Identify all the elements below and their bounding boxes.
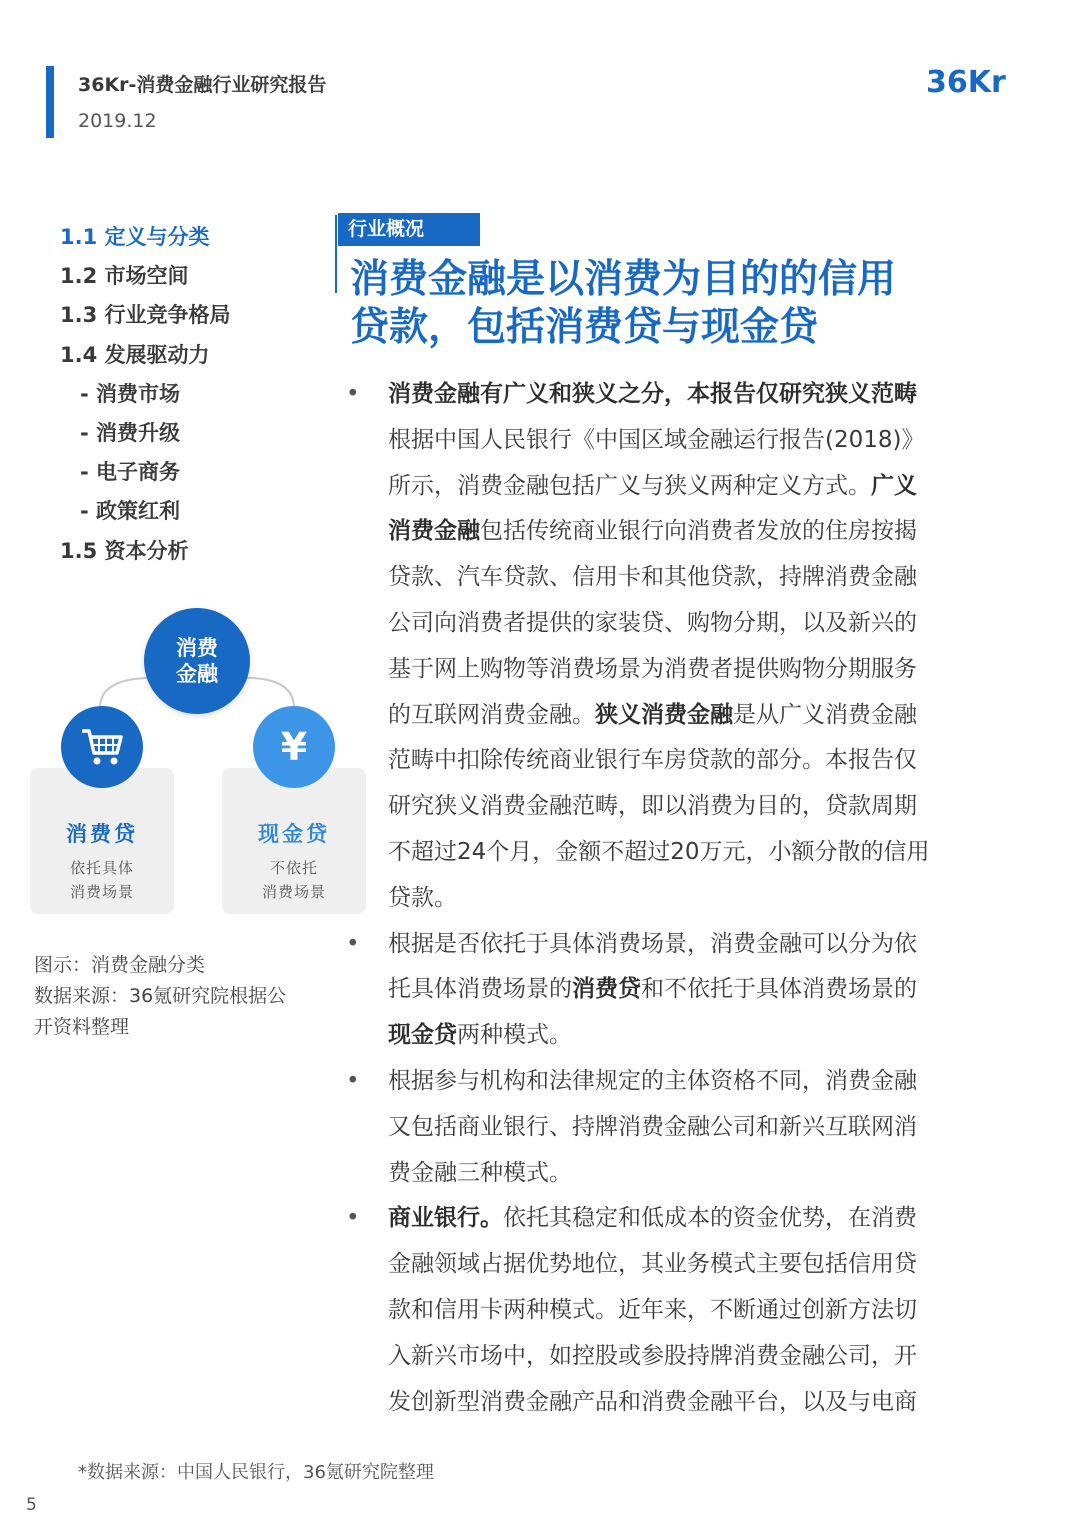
toc-item[interactable]: 1.3 行业竞争格局 — [60, 303, 231, 328]
text-segment: 根据参与机构和法律规定的主体资格不同，消费金融 — [388, 1067, 917, 1094]
36kr-logo — [926, 60, 1038, 126]
consumer-finance-node — [144, 608, 250, 714]
bullet-dot: • — [346, 1067, 360, 1094]
text-segment: 贷款。 — [388, 884, 457, 911]
text-segment: 包括传统商业银行向消费者发放的住房按揭 — [480, 518, 917, 545]
text-segment: 范畴中扣除传统商业银行车房贷款的部分。本报告仅 — [388, 747, 917, 774]
report-title: 36Kr-消费金融行业研究报告 — [78, 74, 327, 96]
bullet-item — [346, 922, 996, 1059]
cash-loan-desc-2: 消费场景 — [261, 883, 326, 901]
cash-loan-card — [222, 768, 366, 914]
headline-line-1: 消费金融是以消费为目的的信用 — [350, 257, 897, 302]
consumer-loan-desc-1: 依托具体 — [69, 859, 134, 877]
text-line — [388, 1242, 996, 1288]
bold-text: 现金贷 — [388, 1022, 457, 1049]
yen-glyph: ¥ — [280, 725, 308, 769]
logo-lettering: 36Kr — [926, 65, 1006, 100]
toc-item[interactable]: - 消费升级 — [80, 420, 181, 445]
shopping-cart-icon — [61, 706, 143, 788]
text-segment: 基于网上购物等消费场景为消费者提供购物分期服务 — [388, 655, 917, 682]
bullet-item — [346, 1059, 996, 1196]
text-line — [388, 876, 996, 922]
header-accent-bar — [46, 66, 54, 138]
bold-text: 消费金融 — [388, 518, 480, 545]
text-segment: 又包括商业银行、持牌消费金融公司和新兴互联网消 — [388, 1113, 917, 1140]
bullet-dot: • — [346, 1205, 360, 1232]
text-segment: 款和信用卡两种模式。近年来，不断通过创新方法切 — [388, 1296, 917, 1323]
text-segment: 贷款、汽车贷款、信用卡和其他贷款，持牌消费金融 — [388, 564, 917, 591]
headline — [350, 256, 1050, 352]
text-segment: 根据中国人民银行《中国区域金融运行报告(2018)》 — [388, 426, 925, 453]
text-segment: 费金融三种模式。 — [388, 1159, 572, 1186]
caption-line-3: 开资料整理 — [34, 1016, 130, 1038]
caption-line-2: 数据来源：36氪研究院根据公 — [34, 985, 287, 1007]
bullet-item — [346, 372, 996, 922]
bullet-dot: • — [346, 381, 360, 407]
text-segment: 的互联网消费金融。 — [388, 701, 595, 728]
text-segment: 所示，消费金融包括广义与狭义两种定义方式。 — [388, 472, 871, 499]
text-segment: 研究狭义消费金融范畴，即以消费为目的，贷款周期 — [388, 793, 917, 820]
page-number: 5 — [26, 1495, 37, 1515]
text-line — [388, 693, 996, 739]
section-divider — [335, 215, 337, 293]
text-line — [388, 372, 996, 418]
text-segment: 不超过24个月，金额不超过20万元，小额分散的信用 — [388, 838, 930, 865]
body-content — [346, 372, 996, 1425]
consumer-loan-title: 消费贷 — [66, 822, 138, 846]
toc-item[interactable]: 1.2 市场空间 — [60, 264, 189, 289]
bold-text: 广义 — [871, 472, 917, 499]
text-line — [388, 418, 996, 464]
bold-text: 消费贷 — [572, 976, 641, 1003]
cash-loan-desc-1: 不依托 — [269, 859, 318, 877]
text-line — [388, 1380, 996, 1426]
text-line — [388, 509, 996, 555]
cash-loan-desc — [222, 856, 366, 904]
text-segment: 托具体消费场景的 — [388, 976, 572, 1003]
section-tag: 行业概况 — [338, 213, 480, 246]
bullet-item — [346, 1196, 996, 1425]
yen-icon — [253, 706, 335, 788]
bullet-dot: • — [346, 930, 360, 957]
text-segment: 根据是否依托于具体消费场景，消费金融可以分为依 — [388, 930, 917, 957]
consumer-loan-card — [30, 768, 174, 914]
toc-item[interactable]: - 电子商务 — [80, 460, 181, 485]
text-segment: 公司向消费者提供的家装贷、购物分期，以及新兴的 — [388, 609, 917, 636]
text-line — [388, 464, 996, 510]
footnote: *数据来源：中国人民银行，36氪研究院整理 — [78, 1462, 434, 1483]
text-line — [388, 1059, 996, 1105]
text-line — [388, 601, 996, 647]
text-line — [388, 922, 996, 968]
table-of-contents — [60, 222, 231, 575]
text-line — [388, 1288, 996, 1334]
toc-item[interactable]: - 政策红利 — [80, 499, 181, 524]
cash-loan-title: 现金贷 — [258, 822, 330, 846]
text-line — [388, 1013, 996, 1059]
bold-text: 消费金融有广义和狭义之分，本报告仅研究狭义范畴 — [388, 381, 917, 407]
text-line — [388, 555, 996, 601]
text-line — [388, 1151, 996, 1197]
report-date: 2019.12 — [78, 110, 157, 132]
text-segment: 金融领域占据优势地位，其业务模式主要包括信用贷 — [388, 1251, 917, 1278]
text-line — [388, 830, 996, 876]
toc-item[interactable]: 1.4 发展驱动力 — [60, 342, 210, 367]
text-segment: 和不依托于具体消费场景的 — [641, 976, 917, 1003]
text-line — [388, 967, 996, 1013]
headline-line-2: 贷款，包括消费贷与现金贷 — [350, 305, 819, 350]
text-line — [388, 784, 996, 830]
root-line-1: 消费 — [176, 636, 218, 660]
text-segment: 是从广义消费金融 — [733, 701, 917, 728]
text-line — [388, 738, 996, 784]
text-segment: 入新兴市场中，如控股或参股持牌消费金融公司，开 — [388, 1342, 917, 1369]
text-line — [388, 1334, 996, 1380]
consumer-loan-desc-2: 消费场景 — [69, 883, 134, 901]
classification-diagram — [26, 608, 371, 920]
toc-item[interactable]: 1.1 定义与分类 — [60, 225, 210, 249]
consumer-loan-desc — [30, 856, 174, 904]
root-line-2: 金融 — [176, 662, 218, 686]
text-segment: 依托其稳定和低成本的资金优势，在消费 — [503, 1205, 917, 1232]
text-line — [388, 1105, 996, 1151]
bold-text: 狭义消费金融 — [595, 701, 733, 728]
text-segment: 发创新型消费金融产品和消费金融平台，以及与电商 — [388, 1388, 917, 1415]
text-line — [388, 1196, 996, 1242]
text-line — [388, 647, 996, 693]
toc-item[interactable]: 1.5 资本分析 — [60, 538, 189, 563]
toc-item[interactable]: - 消费市场 — [80, 381, 181, 406]
figure-caption — [34, 950, 334, 1043]
bold-text: 商业银行。 — [388, 1205, 503, 1232]
text-segment: 两种模式。 — [457, 1022, 572, 1049]
caption-line-1: 图示：消费金融分类 — [34, 954, 206, 976]
